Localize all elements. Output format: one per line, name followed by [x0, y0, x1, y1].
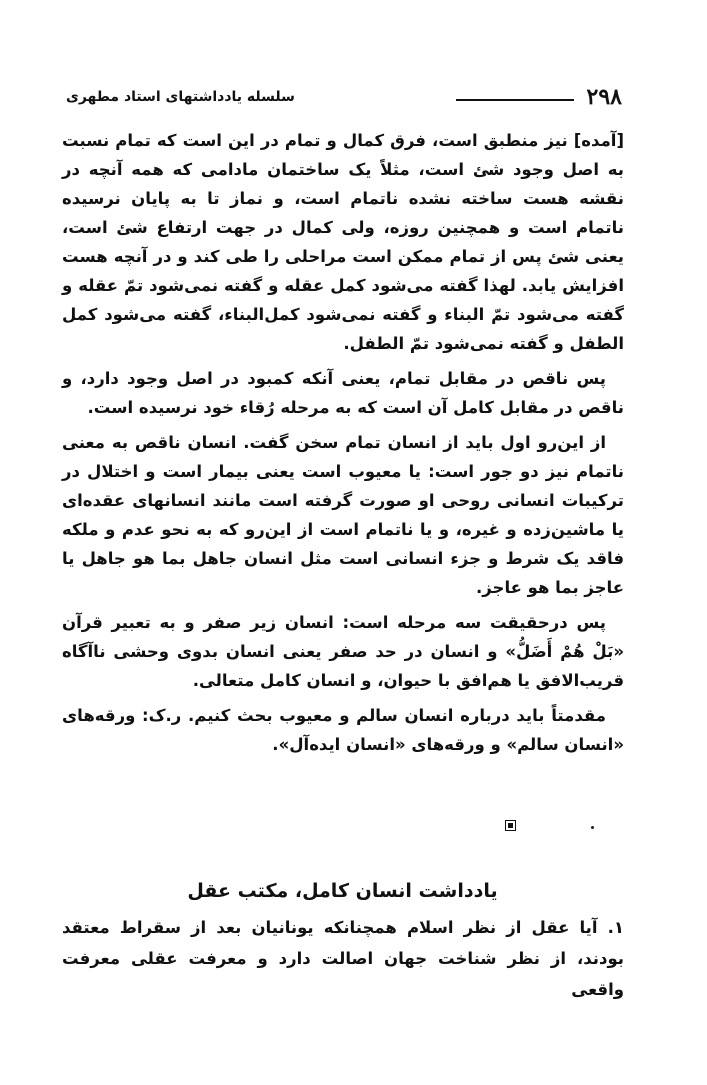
- body-text: [62, 126, 624, 765]
- page-header: [66, 82, 622, 116]
- section-paragraph-1: ۱. آیا عقل از نظر اسلام همچنانکه یونانیان بعد از سقراط معتقد بودند، از نظر شناخت جهان اصالت دارد و معرفت عقلی معرفت واقعی: [62, 918, 624, 999]
- stray-dot: [591, 826, 594, 829]
- running-title: سلسله یادداشتهای استاد مطهری: [66, 89, 295, 105]
- section-text: [62, 912, 624, 1005]
- paragraph-5: مقدمتاً باید درباره انسان سالم و معیوب بحث کنیم. ر.ک: ورقه‌های «انسان سالم» و ورقه‌های «انسان ایده‌آل».: [62, 706, 624, 754]
- header-rule: [456, 99, 574, 101]
- end-of-note-icon: [505, 820, 516, 831]
- page-number: ۲۹۸: [586, 84, 622, 110]
- paragraph-4: پس درحقیقت سه مرحله است: انسان زیر صفر و به تعبیر قرآن «بَلْ هُمْ أَضَلُّ» و انسان در حد صفر یعنی انسان بدوی وحشی ناآگاه قریب‌الافق یا هم‌افق با حیوان، و انسان کامل متعالی.: [62, 613, 624, 690]
- paragraph-2: پس ناقص در مقابل تمام، یعنی آنکه کمبود در اصل وجود دارد، و ناقص در مقابل کامل آن است که به مرحله رُقاء خود نرسیده است.: [62, 369, 624, 417]
- paragraph-3: از این‌رو اول باید از انسان تمام سخن گفت. انسان ناقص به معنی ناتمام نیز دو جور است: یا معیوب است یعنی بیمار است و اختلال در ترکیبات انسانی روحی او صورت گرفته است مانند انسانهای عقده‌ای یا ماشین‌زده و غیره، و یا ناتمام است از این‌رو که به نحو عدم و ملکه فاقد یک شرط و جزء انسانی است مثل انسان جاهل بما هو جاهل یا عاجز بما هو عاجز.: [62, 433, 624, 597]
- paragraph-1: [آمده] نیز منطبق است، فرق کمال و تمام در این است که تمام نسبت به اصل وجود شئ است، مثلاً یک ساختمان مادامی که همه آنچه در نقشه هست ساخته نشده ناتمام است، و نماز تا به پایان نرسیده ناتمام است و همچنین روزه، ولی کمال در جهت ارتفاع شئ است، یعنی شئ پس از تمام ممکن است مراحلی را طی کند و در آنچه هست افزایش یابد. لهذا گفته می‌شود کمل عقله و گفته نمی‌شود تمّ عقله و گفته می‌شود تمّ البناء و گفته نمی‌شود کمل‌البناء، گفته می‌شود کمل الطفل و گفته نمی‌شود تمّ الطفل.: [62, 131, 624, 353]
- section-title: یادداشت انسان کامل، مکتب عقل: [187, 880, 498, 902]
